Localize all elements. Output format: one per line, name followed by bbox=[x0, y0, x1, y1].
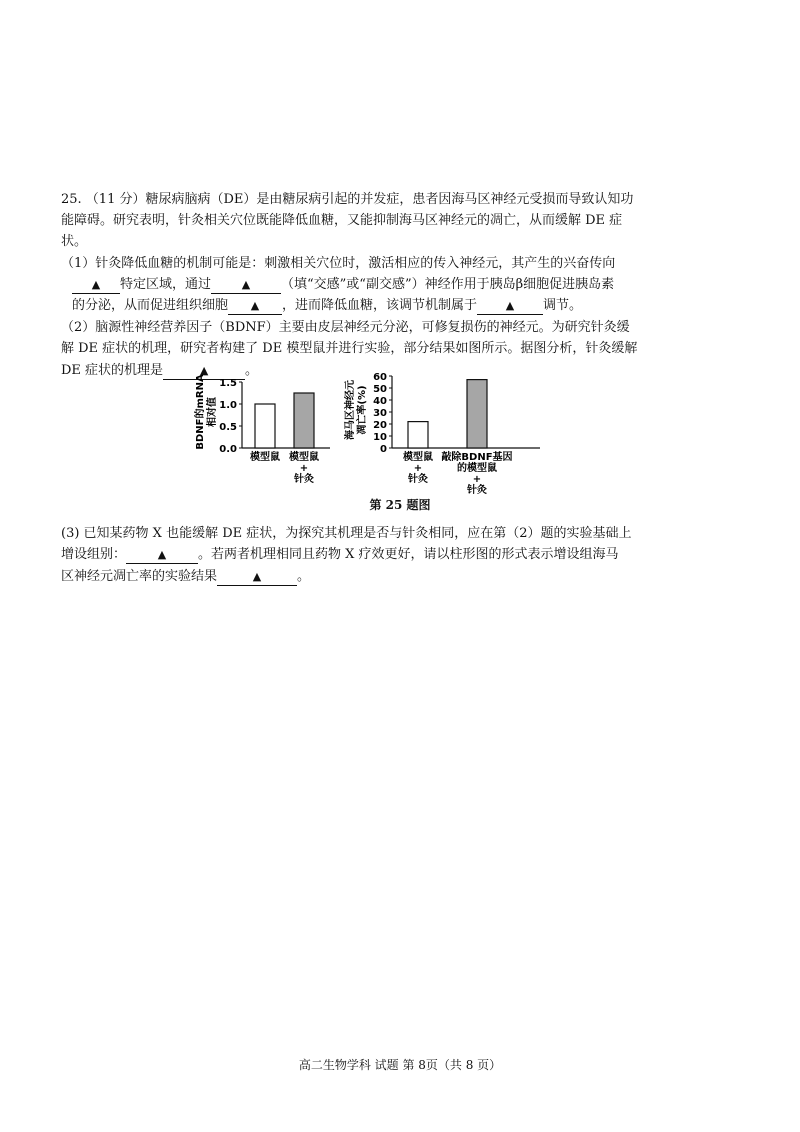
x-category-label: 模型鼠 bbox=[289, 452, 319, 463]
y-tick-label: 0.5 bbox=[219, 422, 237, 433]
part2-text-3b: 。 bbox=[245, 363, 259, 378]
question-intro-line-1: 25. （11 分）糖尿病脑病（DE）是由糖尿病引起的并发症，患者因海马区神经元受损而导致认知功 bbox=[61, 192, 634, 207]
answer-blank-3[interactable] bbox=[228, 298, 282, 315]
part1-text-3c: 调节。 bbox=[543, 298, 583, 313]
part1-text-2b: （填“交感”或“副交感”）神经作用于胰岛β细胞促进胰岛素 bbox=[281, 277, 615, 292]
part3-line-3 bbox=[61, 567, 310, 587]
x-category-label: 针灸 bbox=[294, 474, 314, 485]
part1-text-3a: 的分泌，从而促进组织细胞 bbox=[72, 298, 229, 313]
answer-blank-1[interactable] bbox=[72, 277, 120, 294]
bar bbox=[467, 380, 487, 448]
y-tick-label: 50 bbox=[373, 384, 387, 395]
page-footer: 高二生物学科 试题 第 8页（共 8 页） bbox=[298, 1058, 502, 1072]
part2-line-2: 解 DE 症状的机理，研究者构建了 DE 模型鼠并进行实验，部分结果如图所示。据图分析，针灸缓解 bbox=[61, 341, 638, 356]
y-tick-label: 0.0 bbox=[219, 444, 237, 455]
y-tick-label: 60 bbox=[373, 372, 387, 383]
x-category-label: 模型鼠 bbox=[250, 452, 280, 463]
bar bbox=[255, 404, 275, 448]
blank-mark: ▲ bbox=[199, 364, 209, 377]
y-tick-label: 20 bbox=[373, 420, 387, 431]
question-intro-line-3: 状。 bbox=[61, 234, 88, 249]
x-category-label: + bbox=[413, 463, 423, 474]
answer-blank-4[interactable] bbox=[477, 298, 543, 315]
y-tick-label: 40 bbox=[373, 396, 387, 407]
y-tick-label: 1.0 bbox=[219, 400, 237, 411]
y-tick-label: 0 bbox=[380, 444, 387, 455]
answer-blank-7[interactable] bbox=[217, 569, 297, 586]
bar bbox=[408, 422, 428, 448]
blank-mark: ▲ bbox=[241, 278, 251, 291]
y-tick-label: 10 bbox=[373, 432, 387, 443]
blank-mark: ▲ bbox=[157, 548, 167, 561]
part2-text-3a: DE 症状的机理是 bbox=[61, 363, 164, 378]
figure-caption: 第 25 题图 bbox=[369, 498, 431, 512]
bdnf-mrna-chart bbox=[190, 370, 340, 495]
part1-text-2a: 特定区域，通过 bbox=[120, 277, 212, 292]
x-category-label: + bbox=[472, 474, 482, 485]
bar bbox=[294, 393, 314, 448]
x-category-label: 敲除BDNF基因 bbox=[441, 452, 513, 463]
part1-line-1: （1）针灸降低血糖的机制可能是：刺激相关穴位时，激活相应的传入神经元，其产生的兴奋传向 bbox=[61, 256, 616, 271]
part3-text-3b: 。 bbox=[297, 569, 311, 584]
chart1-ylabel-1: BDNF的mRNA bbox=[195, 374, 206, 450]
blank-mark: ▲ bbox=[91, 278, 101, 291]
x-category-label: + bbox=[299, 463, 309, 474]
x-category-label: 的模型鼠 bbox=[457, 463, 497, 474]
blank-mark: ▲ bbox=[252, 570, 262, 583]
part3-text-3a: 区神经元凋亡率的实验结果 bbox=[61, 569, 218, 584]
part1-line-2 bbox=[72, 275, 614, 295]
chart2-ylabel-2: 凋亡率(%) bbox=[357, 385, 368, 435]
y-tick-label: 1.5 bbox=[219, 378, 237, 389]
part1-text-3b: ，进而降低血糖，该调节机制属于 bbox=[282, 298, 478, 313]
x-category-label: 针灸 bbox=[408, 474, 428, 485]
part3-text-2a: 增设组别： bbox=[61, 547, 127, 562]
chart1-ylabel-2: 相对值 bbox=[207, 397, 218, 427]
part2-line-1: （2）脑源性神经营养因子（BDNF）主要由皮层神经元分泌，可修复损伤的神经元。为研究针灸缓 bbox=[61, 320, 630, 335]
apoptosis-rate-chart bbox=[340, 368, 555, 498]
part1-line-3 bbox=[72, 296, 582, 316]
question-intro-line-2: 能障碍。研究表明，针灸相关穴位既能降低血糖，又能抑制海马区神经元的凋亡，从而缓解 DE 症 bbox=[61, 213, 623, 228]
x-category-label: 针灸 bbox=[467, 485, 487, 496]
answer-blank-2[interactable] bbox=[211, 277, 281, 294]
part3-text-2b: 。若两者机理相同且药物 X 疗效更好，请以柱形图的形式表示增设组海马 bbox=[198, 547, 619, 562]
chart2-ylabel-1: 海马区神经元 bbox=[345, 380, 356, 440]
x-category-label: 模型鼠 bbox=[403, 452, 433, 463]
answer-blank-6[interactable] bbox=[126, 547, 198, 564]
part3-line-2 bbox=[61, 545, 619, 565]
part3-line-1: (3) 已知某药物 X 也能缓解 DE 症状，为探究其机理是否与针灸相同，应在第（2）题的实验基础上 bbox=[61, 526, 632, 541]
blank-mark: ▲ bbox=[250, 299, 260, 312]
blank-mark: ▲ bbox=[505, 299, 515, 312]
y-tick-label: 30 bbox=[373, 408, 387, 419]
